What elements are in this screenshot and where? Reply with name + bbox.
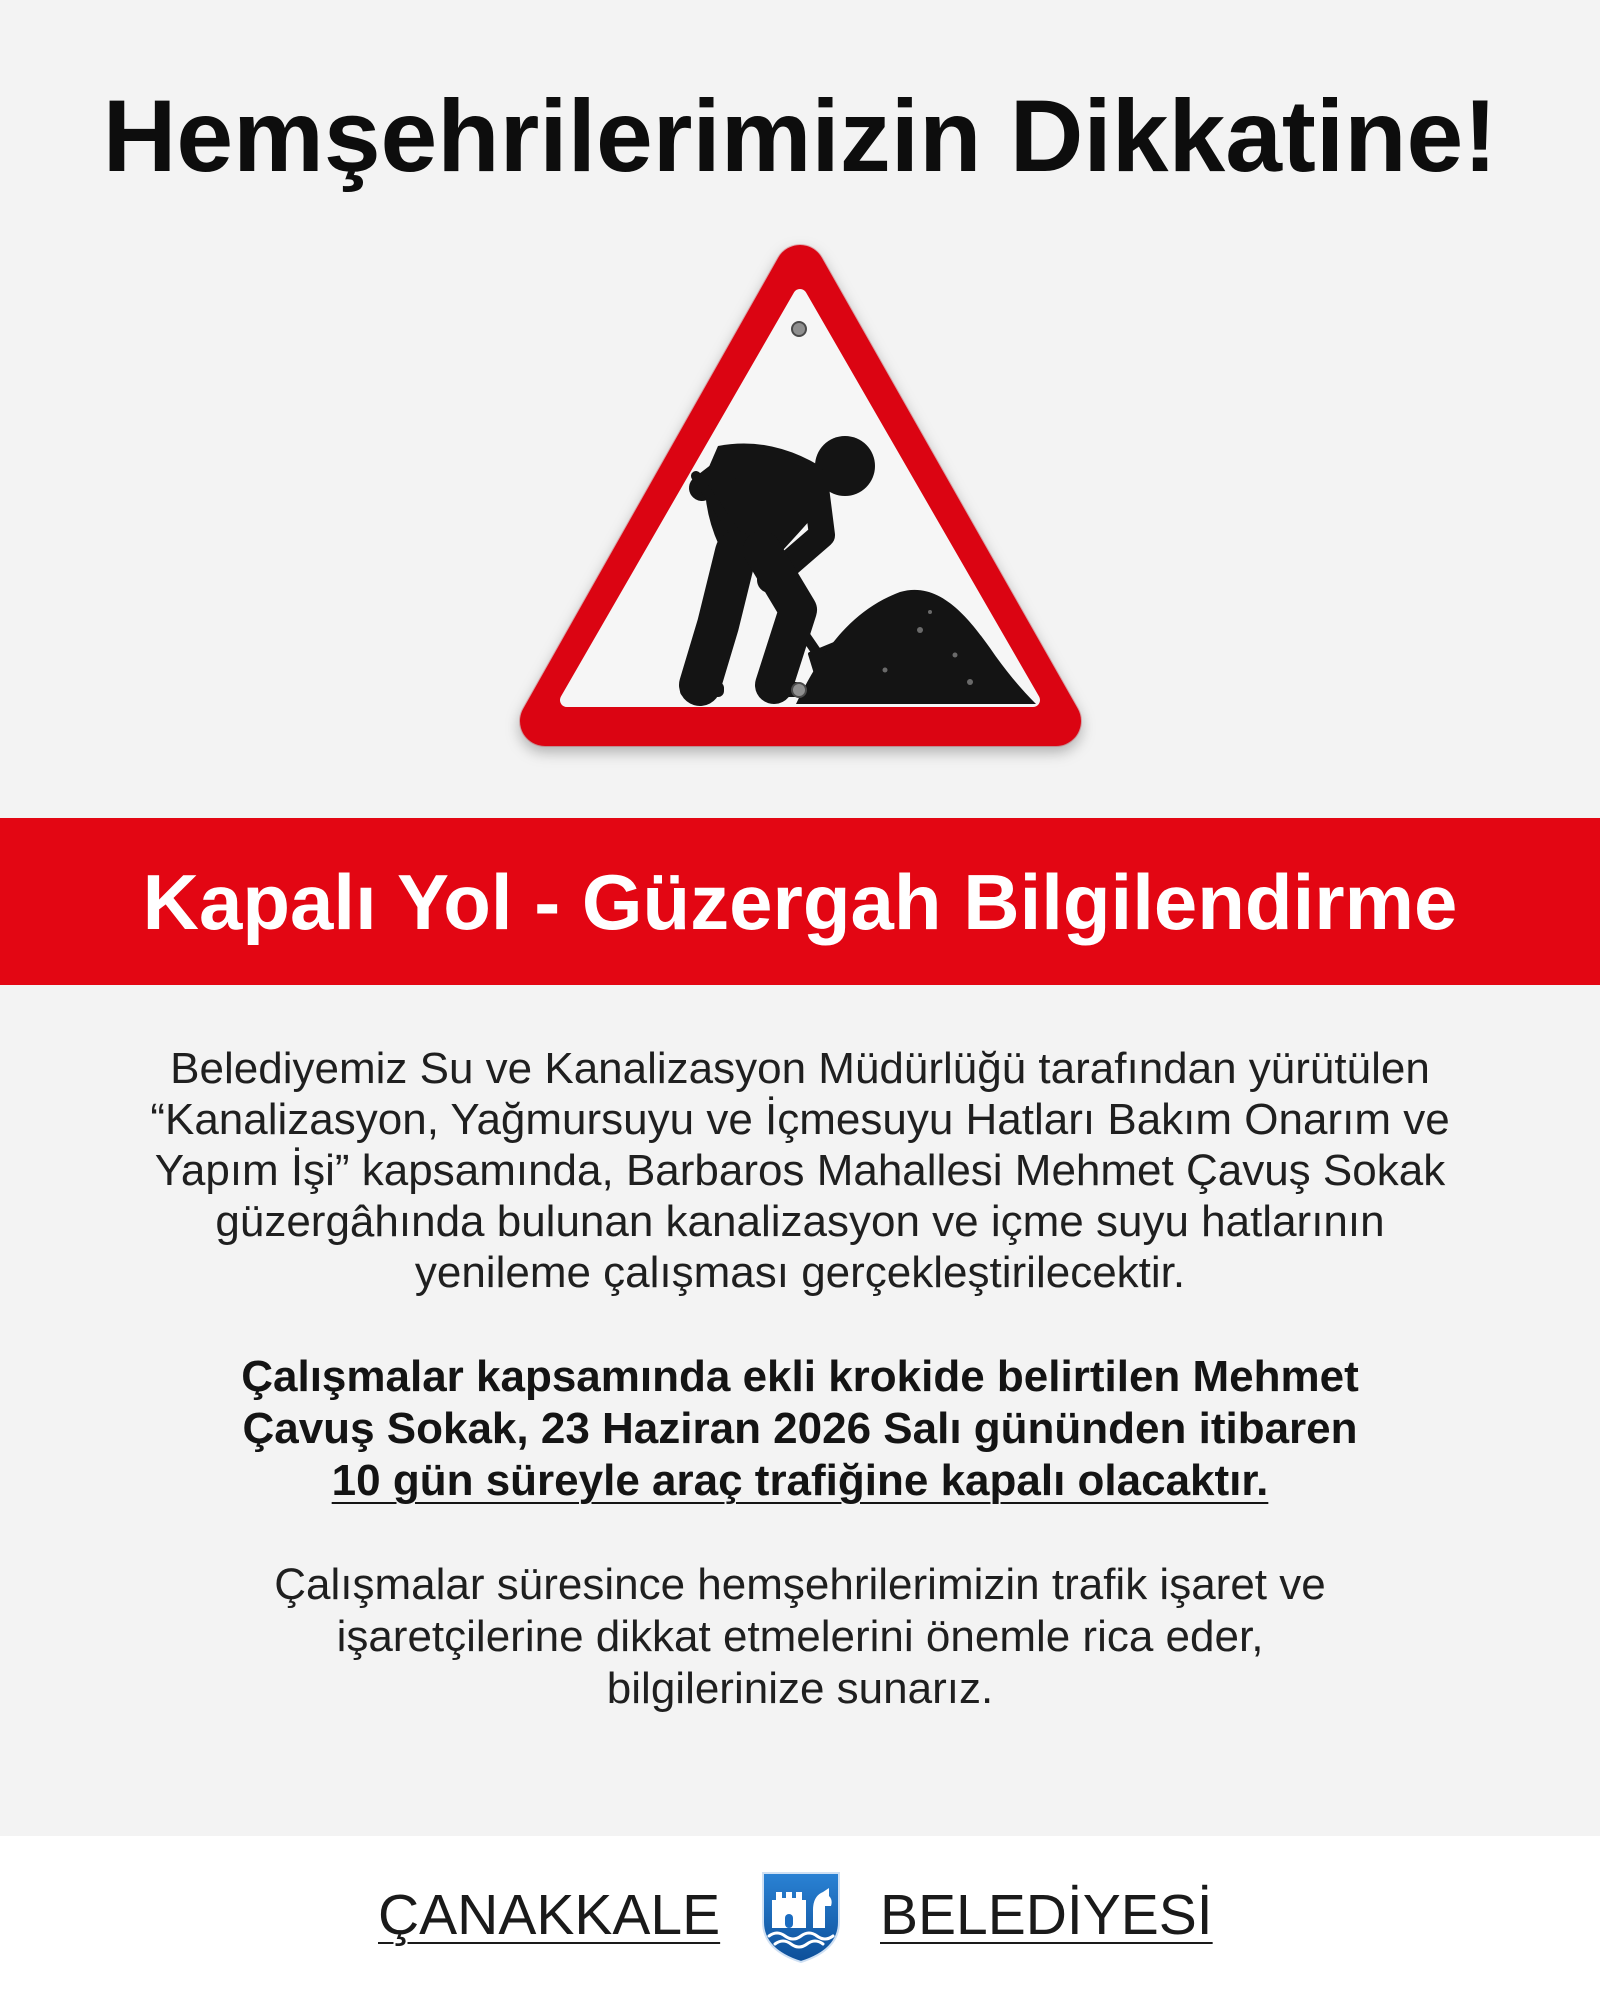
top-screw-icon [792, 322, 806, 336]
paragraph-line: Yapım İşi” kapsamında, Barbaros Mahallesi Mehmet Çavuş Sokak [154, 1146, 1446, 1195]
road-works-warning-sign-icon [500, 230, 1100, 770]
banner-title: Kapalı Yol - Güzergah Bilgilendirme [142, 857, 1458, 946]
info-paragraph [0, 1043, 1600, 1298]
worker-rear-foot [680, 682, 724, 697]
paragraph-line: Çalışmalar kapsamında ekli krokide belirtilen Mehmet [241, 1352, 1359, 1401]
footer-city-name: ÇANAKKALE [378, 1883, 721, 1947]
paragraph-line: yenileme çalışması gerçekleştirilecektir. [414, 1248, 1186, 1297]
closure-notice-paragraph [0, 1351, 1600, 1507]
footer-municipality-word: BELEDİYESİ [880, 1883, 1213, 1947]
paragraph-line: Çavuş Sokak, 23 Haziran 2026 Salı gününden itibaren [242, 1404, 1358, 1453]
paragraph-line-wrapper [0, 1455, 1600, 1507]
page-title: Hemşehrilerimizin Dikkatine! [102, 79, 1498, 193]
paragraph-line: bilgilerinize sunarız. [606, 1664, 994, 1713]
bottom-screw-icon [792, 683, 806, 697]
closure-duration-text: 10 gün süreyle araç trafiğine kapalı olacaktır. [331, 1456, 1269, 1505]
paragraph-line: güzergâhında bulunan kanalizasyon ve içme suyu hatlarının [215, 1197, 1385, 1246]
closing-paragraph [0, 1559, 1600, 1715]
logo-castle-gate [785, 1914, 793, 1928]
banner [0, 818, 1600, 985]
paragraph-line: “Kanalizasyon, Yağmursuyu ve İçmesuyu Hatları Bakım Onarım ve [150, 1095, 1450, 1144]
footer [0, 1836, 1600, 1999]
paragraph-line: işaretçilerine dikkat etmelerini önemle rica eder, [336, 1612, 1264, 1661]
paragraph-line: Belediyemiz Su ve Kanalizasyon Müdürlüğü tarafından yürütülen [170, 1044, 1430, 1093]
paragraph-line: Çalışmalar süresince hemşehrilerimizin trafik işaret ve [274, 1560, 1326, 1609]
municipality-logo-icon [759, 1870, 843, 1964]
